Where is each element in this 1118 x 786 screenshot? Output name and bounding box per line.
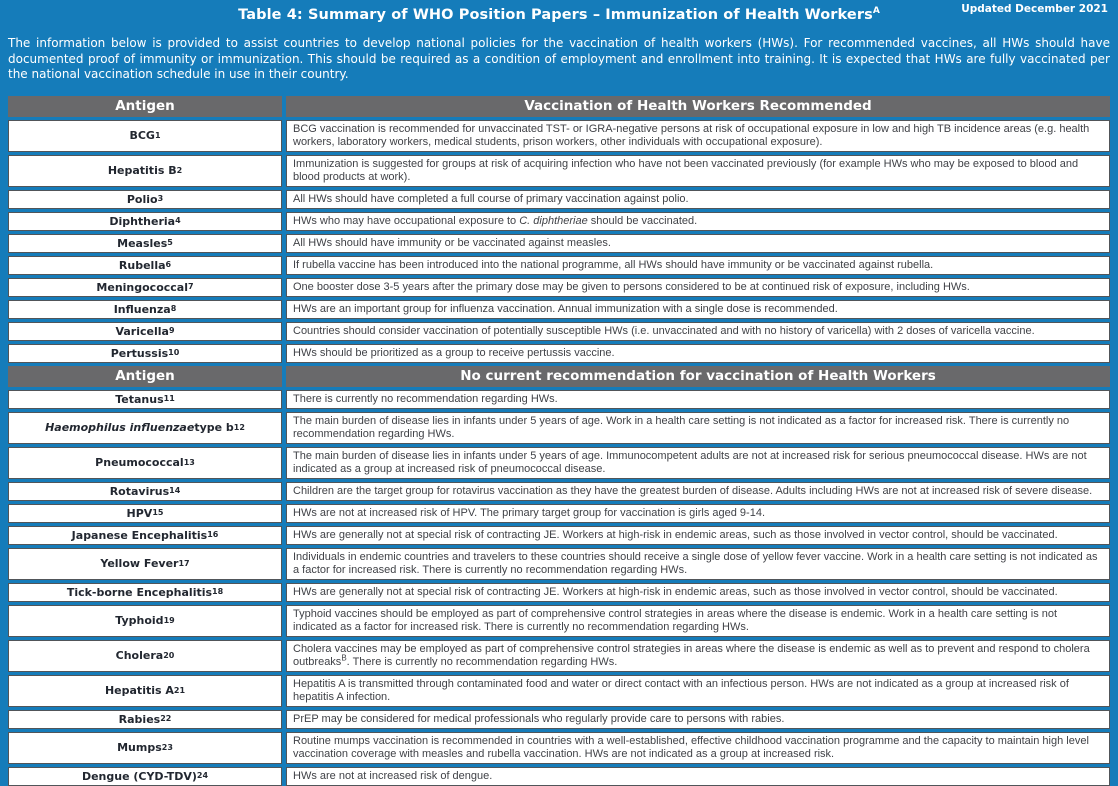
description-cell — [286, 675, 1110, 707]
table-row — [8, 322, 1110, 341]
description-cell — [286, 504, 1110, 523]
table-row — [8, 675, 1110, 707]
description-cell — [286, 767, 1110, 786]
table-row — [8, 548, 1110, 580]
description-text: PrEP may be considered for medical professionals who regularly provide care to persons with rabies. — [293, 712, 785, 725]
antigen-cell: HPV 15 — [8, 504, 282, 523]
description-cell — [286, 390, 1110, 409]
title-row — [8, 0, 1110, 24]
description-text: The main burden of disease lies in infants under 5 years of age. Immunocompetent adults are not at increased risk for serious pneumococcal disease. HWs are not indicated as a group at increased risk of pneumococcal disease. — [293, 449, 1087, 475]
updated-date-label: Updated December 2021 — [961, 3, 1108, 15]
antigen-cell: Diphtheria 4 — [8, 212, 282, 231]
page-title-superscript: A — [872, 6, 880, 17]
antigen-cell: Yellow Fever 17 — [8, 548, 282, 580]
antigen-header-cell: Antigen — [8, 96, 282, 117]
table-row — [8, 504, 1110, 523]
table-row — [8, 344, 1110, 363]
table-row — [8, 605, 1110, 637]
antigen-cell: Polio 3 — [8, 190, 282, 209]
table-row — [8, 482, 1110, 501]
antigen-cell: Tick-borne Encephalitis 18 — [8, 583, 282, 602]
description-cell — [286, 583, 1110, 602]
description-text: HWs are not at increased risk of HPV. The primary target group for vaccination is girls aged 9-14. — [293, 506, 765, 519]
description-cell — [286, 710, 1110, 729]
table-row — [8, 120, 1110, 152]
intro-paragraph: The information below is provided to assist countries to develop national policies for the vaccination of health workers (HWs). For recommended vaccines, all HWs should have documented proof of immunity or immunization. This should be required as a condition of employment and enrollment into training. It is expected that HWs are fully vaccinated per the national vaccination schedule in use in their country. — [8, 36, 1110, 81]
antigen-cell: Measles 5 — [8, 234, 282, 253]
description-text: The main burden of disease lies in infants under 5 years of age. Work in a health care setting is not indicated as a factor for increased risk. There is currently no recommendation regarding HWs. — [293, 414, 1070, 440]
antigen-cell: Influenza 8 — [8, 300, 282, 319]
section-header-row — [8, 96, 1110, 117]
description-cell — [286, 120, 1110, 152]
antigen-cell: Typhoid 19 — [8, 605, 282, 637]
table-row — [8, 256, 1110, 275]
page-title-text: Table 4: Summary of WHO Position Papers – Immunization of Health Workers — [238, 7, 873, 23]
antigen-cell: Rabies 22 — [8, 710, 282, 729]
table-row — [8, 767, 1110, 786]
description-cell — [286, 256, 1110, 275]
antigen-cell: Varicella 9 — [8, 322, 282, 341]
description-cell — [286, 548, 1110, 580]
description-cell — [286, 732, 1110, 764]
antigen-cell: Pertussis 10 — [8, 344, 282, 363]
description-cell — [286, 526, 1110, 545]
description-text: HWs who may have occupational exposure to C. diphtheriae should be vaccinated. — [293, 214, 698, 227]
description-text: BCG vaccination is recommended for unvaccinated TST- or IGRA-negative persons at risk of occupational exposure in low and high TB incidence areas (e.g. health workers, laboratory workers, medical students, prison workers, other individuals with occupational exposure). — [293, 122, 1090, 148]
description-text: Typhoid vaccines should be employed as part of comprehensive control strategies in areas where the disease is endemic. Work in a health care setting is not indicated as a factor for increased risk. There is currently no recommendation regarding HWs. — [293, 607, 1058, 633]
antigen-cell: Rotavirus 14 — [8, 482, 282, 501]
table — [8, 96, 1110, 786]
description-cell — [286, 412, 1110, 444]
description-cell — [286, 344, 1110, 363]
description-cell — [286, 234, 1110, 253]
description-text: HWs are generally not at special risk of contracting JE. Workers at high-risk in endemic areas, such as those involved in vector control, should be vaccinated. — [293, 585, 1058, 598]
description-text: All HWs should have immunity or be vaccinated against measles. — [293, 236, 611, 249]
table-row — [8, 583, 1110, 602]
table-row — [8, 212, 1110, 231]
description-text: Cholera vaccines may be employed as part of comprehensive control strategies in areas where the disease is endemic as well as to prevent and respond to cholera outbreaks$^B$. There is currently no recommendation regarding HWs. — [293, 642, 1090, 668]
antigen-cell: Hepatitis A 21 — [8, 675, 282, 707]
antigen-cell: Mumps 23 — [8, 732, 282, 764]
antigen-cell: Hepatitis B 2 — [8, 155, 282, 187]
table-row — [8, 710, 1110, 729]
description-cell — [286, 322, 1110, 341]
description-text: One booster dose 3-5 years after the primary dose may be given to persons considered to be at continued risk of exposure, including HWs. — [293, 280, 970, 293]
section-header-row — [8, 366, 1110, 387]
description-text: HWs are an important group for influenza vaccination. Annual immunization with a single dose is recommended. — [293, 302, 838, 315]
table-row — [8, 390, 1110, 409]
description-text: HWs are not at increased risk of dengue. — [293, 769, 493, 782]
description-text: Individuals in endemic countries and travelers to these countries should receive a single dose of yellow fever vaccine. Work in a health care setting is not indicated as a factor for increased risk. There is currently no recommendation regarding HWs. — [293, 550, 1098, 576]
description-text: All HWs should have completed a full course of primary vaccination against polio. — [293, 192, 689, 205]
table-row — [8, 447, 1110, 479]
antigen-cell: Rubella 6 — [8, 256, 282, 275]
description-cell — [286, 278, 1110, 297]
table-row — [8, 155, 1110, 187]
description-cell — [286, 212, 1110, 231]
description-text: HWs are generally not at special risk of contracting JE. Workers at high-risk in endemic areas, such as those involved in vector control, should be vaccinated. — [293, 528, 1058, 541]
antigen-cell: Japanese Encephalitis 16 — [8, 526, 282, 545]
table-row — [8, 732, 1110, 764]
description-text: Routine mumps vaccination is recommended in countries with a well-established, effective childhood vaccination programme and the capacity to maintain high level vaccination coverage with measles and rubella vaccination. HWs are not indicated as a group at increased risk. — [293, 734, 1089, 760]
description-text: There is currently no recommendation regarding HWs. — [293, 392, 558, 405]
antigen-cell: Pneumococcal 13 — [8, 447, 282, 479]
table-row — [8, 234, 1110, 253]
antigen-cell: Dengue (CYD-TDV) 24 — [8, 767, 282, 786]
page-title — [238, 7, 880, 23]
description-cell — [286, 482, 1110, 501]
antigen-header-cell: Antigen — [8, 366, 282, 387]
antigen-cell: Cholera 20 — [8, 640, 282, 672]
antigen-cell: BCG 1 — [8, 120, 282, 152]
description-text: Countries should consider vaccination of potentially susceptible HWs (i.e. unvaccinated and with no history of varicella) with 2 doses of varicella vaccine. — [293, 324, 1035, 337]
antigen-cell: Meningococcal 7 — [8, 278, 282, 297]
description-cell — [286, 190, 1110, 209]
description-cell — [286, 300, 1110, 319]
description-cell — [286, 605, 1110, 637]
description-text: Hepatitis A is transmitted through contaminated food and water or direct contact with an infectious person. HWs are not indicated as a group at increased risk of hepatitis A infection. — [293, 677, 1069, 703]
recommendation-header-cell: No current recommendation for vaccination of Health Workers — [286, 366, 1110, 387]
table-row — [8, 526, 1110, 545]
description-cell — [286, 640, 1110, 672]
description-text: Children are the target group for rotavirus vaccination as they have the greatest burden of disease. Adults including HWs are not at increased risk of severe disease. — [293, 484, 1093, 497]
table-row — [8, 190, 1110, 209]
table-row — [8, 640, 1110, 672]
table-row — [8, 300, 1110, 319]
antigen-cell: Tetanus 11 — [8, 390, 282, 409]
description-text: Immunization is suggested for groups at risk of acquiring infection who have not been vaccinated previously (for example HWs who may be exposed to blood and blood products at work). — [293, 157, 1079, 183]
antigen-cell: Haemophilus influenzae type b 12 — [8, 412, 282, 444]
table-row — [8, 412, 1110, 444]
table-row — [8, 278, 1110, 297]
description-cell — [286, 155, 1110, 187]
recommendation-header-cell: Vaccination of Health Workers Recommended — [286, 96, 1110, 117]
description-cell — [286, 447, 1110, 479]
description-text: HWs should be prioritized as a group to receive pertussis vaccine. — [293, 346, 615, 359]
description-text: If rubella vaccine has been introduced into the national programme, all HWs should have immunity or be vaccinated against rubella. — [293, 258, 934, 271]
